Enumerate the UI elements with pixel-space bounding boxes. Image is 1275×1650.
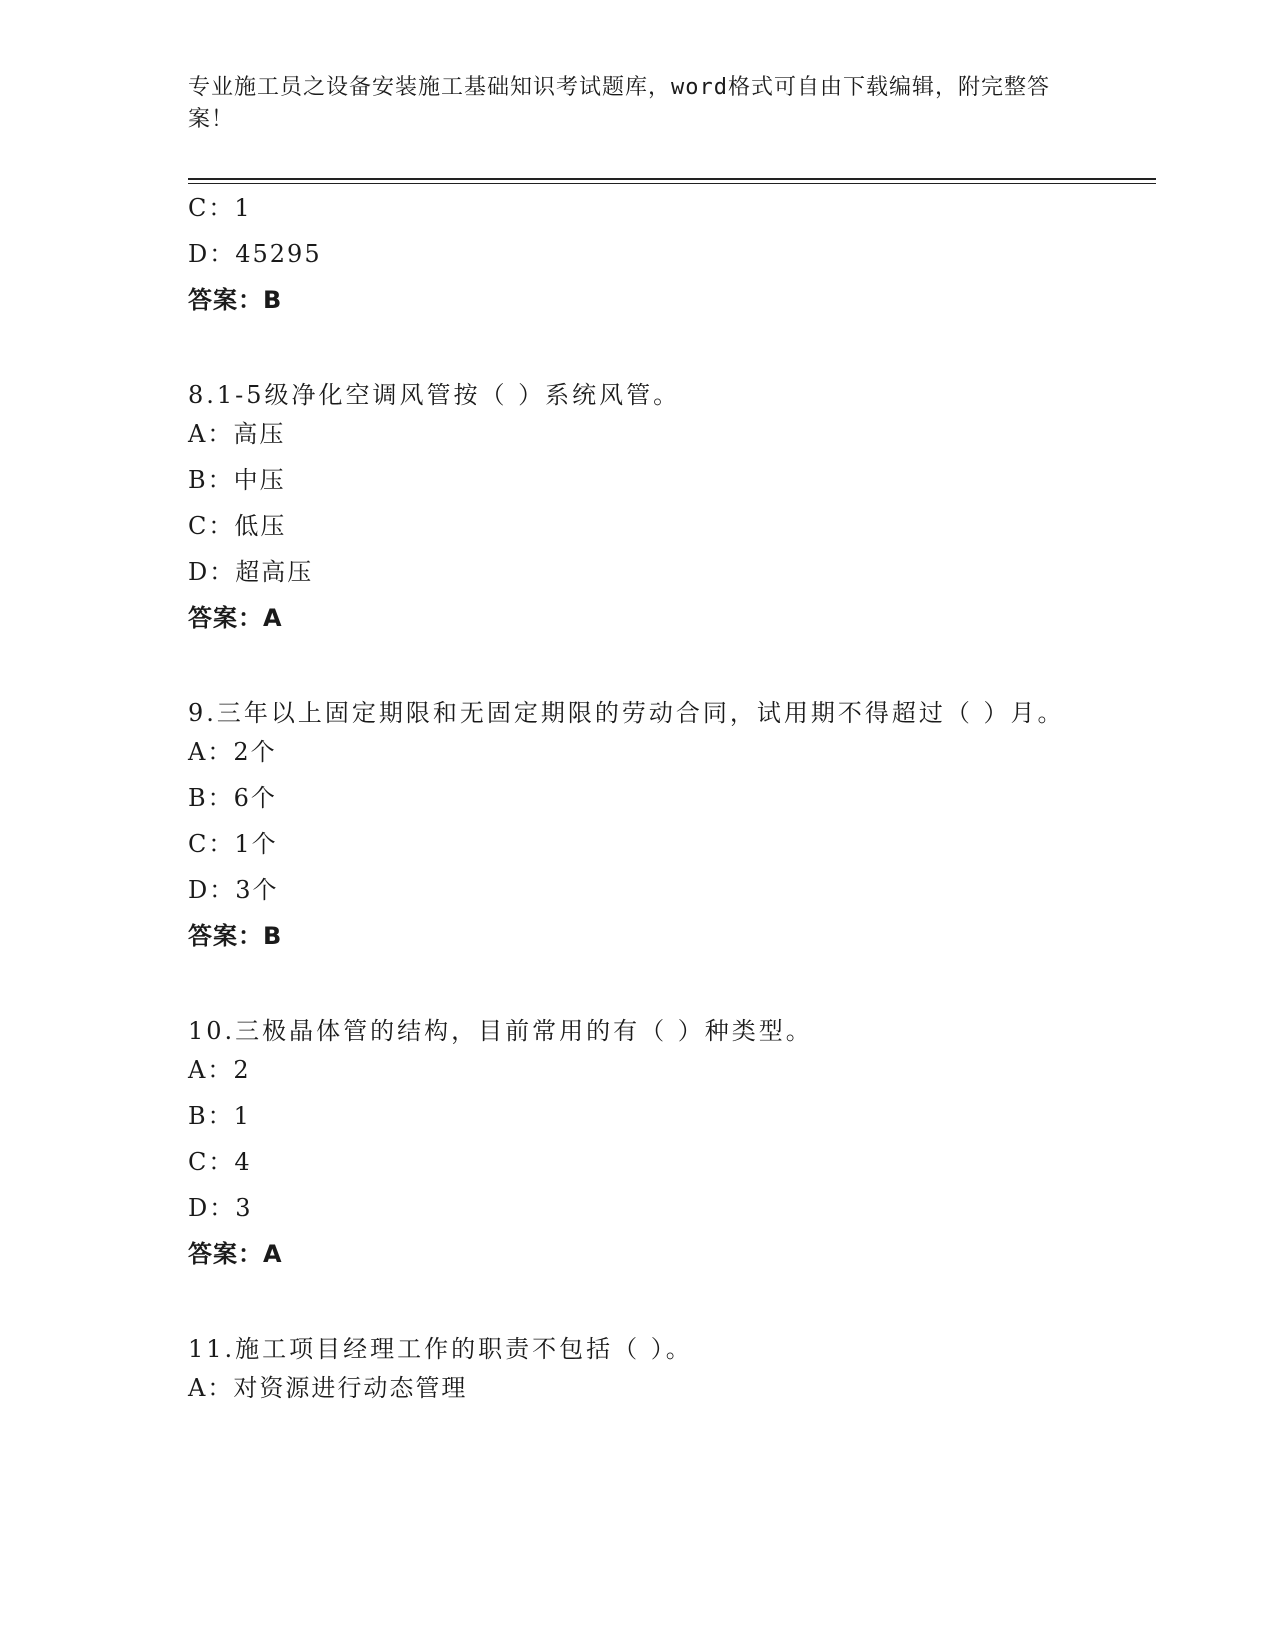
option-b: B：6个	[188, 784, 277, 812]
answer-line: 答案：A	[188, 604, 283, 632]
question-list	[188, 192, 1068, 1418]
question-8: 8.1-5级净化空调风管按（ ）系统风管。	[188, 381, 681, 409]
option-a: A：2	[188, 1056, 251, 1084]
answer-line: 答案：B	[188, 922, 283, 950]
option-a: A：高压	[188, 420, 286, 448]
question-9: 9.三年以上固定期限和无固定期限的劳动合同，试用期不得超过（ ）月。	[188, 699, 1065, 727]
answer-line: 答案：B	[188, 286, 283, 314]
question-11: 11.施工项目经理工作的职责不包括（ ）。	[188, 1335, 693, 1363]
option-b: B：中压	[188, 466, 286, 494]
option-c: C：1	[188, 194, 252, 222]
document-header: 专业施工员之设备安装施工基础知识考试题库，word格式可自由下载编辑，附完整答案！	[188, 75, 1050, 132]
answer-line: 答案：A	[188, 1240, 283, 1268]
option-b: B：1	[188, 1102, 251, 1130]
option-a: A：2个	[188, 738, 277, 766]
option-d: D：3个	[188, 876, 279, 904]
option-d: D：45295	[188, 240, 322, 268]
question-10: 10.三极晶体管的结构，目前常用的有（ ）种类型。	[188, 1017, 813, 1045]
header-divider-thin	[188, 183, 1156, 184]
option-d: D：3	[188, 1194, 253, 1222]
header-divider	[188, 178, 1156, 180]
option-c: C：4	[188, 1148, 252, 1176]
option-a: A：对资源进行动态管理	[188, 1374, 468, 1402]
option-d: D：超高压	[188, 558, 314, 586]
option-c: C：低压	[188, 512, 287, 540]
option-c: C：1个	[188, 830, 278, 858]
